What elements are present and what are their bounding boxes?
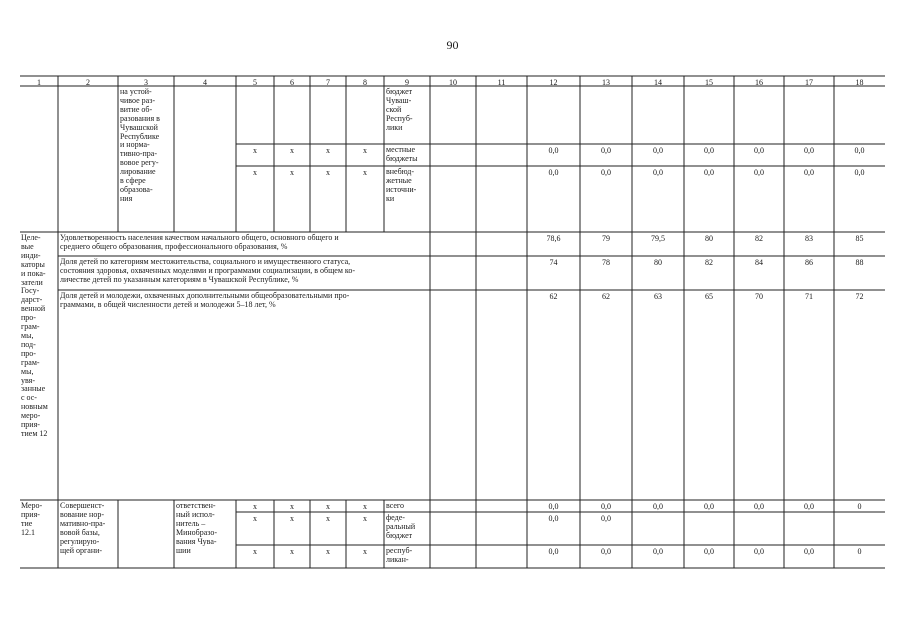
value-cell: 0,0	[601, 514, 611, 523]
value-cell: 0,0	[754, 168, 764, 177]
header-cell: 4	[203, 78, 207, 87]
mark-cell: x	[253, 514, 257, 523]
header-cell: 8	[363, 78, 367, 87]
value-cell: 65	[705, 292, 713, 301]
header-cell: 17	[805, 78, 813, 87]
mark-cell: x	[326, 502, 330, 511]
value-cell: 0,0	[754, 502, 764, 511]
value-cell: 0,0	[653, 502, 663, 511]
value-cell: 79,5	[651, 234, 665, 243]
value-cell: 85	[855, 234, 864, 243]
header-cell: 9	[405, 78, 409, 87]
value-cell: 80	[654, 258, 662, 267]
responsible-executor: ответствен- ный испол- нитель – Минобразо- вания Чува- шии	[176, 501, 218, 555]
mark-cell: x	[363, 502, 367, 511]
header-cell: 15	[705, 78, 713, 87]
value-cell: 62	[602, 292, 610, 301]
mark-cell: x	[326, 514, 330, 523]
value-cell: 0,0	[804, 502, 814, 511]
mark-cell: x	[363, 146, 367, 155]
funding-source: местные бюджеты	[386, 145, 418, 163]
value-cell: 78	[602, 258, 610, 267]
value-cell: 0	[857, 547, 862, 556]
value-cell: 0,0	[704, 168, 714, 177]
funding-source: бюджет Чуваш- ской Респуб- лики	[386, 87, 413, 132]
value-cell: 0,0	[548, 514, 559, 523]
mark-cell: x	[253, 502, 257, 511]
funding-source: респуб- ликан-	[386, 546, 413, 564]
value-cell: 62	[549, 292, 558, 301]
value-cell: 0,0	[601, 502, 611, 511]
value-cell: 0,0	[548, 146, 559, 155]
value-cell: 63	[654, 292, 662, 301]
header-cell: 6	[290, 78, 294, 87]
measure-description: Совершенст- вование нор- мативно-пра- вовой базы, регулирую- щей органи-	[60, 501, 106, 555]
funding-source: феде- ральный бюджет	[386, 513, 416, 540]
mark-cell: x	[290, 168, 294, 177]
indicator-text: Удовлетворенность населения качеством начального общего, основного общего и среднего общего образования, профессионального образования, %	[60, 233, 339, 251]
mark-cell: x	[326, 168, 330, 177]
header-cell: 13	[602, 78, 610, 87]
value-cell: 82	[705, 258, 713, 267]
value-cell: 0,0	[653, 547, 663, 556]
header-cell: 14	[654, 78, 662, 87]
mark-cell: x	[253, 146, 257, 155]
measure-label: Меро- прия- тие 12.1	[21, 501, 43, 537]
value-cell: 0	[857, 502, 862, 511]
funding-source: всего	[386, 501, 405, 510]
value-cell: 0,0	[601, 547, 611, 556]
value-cell: 72	[855, 292, 864, 301]
value-cell: 82	[755, 234, 763, 243]
header-cell: 11	[497, 78, 506, 87]
mark-cell: x	[290, 547, 294, 556]
value-cell: 0,0	[548, 168, 559, 177]
value-cell: 0,0	[854, 146, 865, 155]
value-cell: 71	[805, 292, 813, 301]
value-cell: 0,0	[653, 146, 663, 155]
mark-cell: x	[290, 514, 294, 523]
header-cell: 1	[37, 78, 41, 87]
value-cell: 83	[805, 234, 813, 243]
value-cell: 0,0	[601, 168, 611, 177]
header-cell: 18	[855, 78, 864, 87]
value-cell: 0,0	[704, 146, 714, 155]
header-cell: 5	[253, 78, 257, 87]
value-cell: 0,0	[854, 168, 865, 177]
header-cell: 2	[86, 78, 90, 87]
mark-cell: x	[363, 547, 367, 556]
value-cell: 0,0	[754, 547, 764, 556]
value-cell: 86	[805, 258, 813, 267]
value-cell: 0,0	[704, 547, 714, 556]
header-cell: 3	[144, 78, 148, 87]
value-cell: 74	[549, 258, 558, 267]
header-cell: 7	[326, 78, 330, 87]
value-cell: 84	[755, 258, 763, 267]
value-cell: 0,0	[653, 168, 663, 177]
mark-cell: x	[253, 547, 257, 556]
value-cell: 79	[602, 234, 610, 243]
mark-cell: x	[290, 146, 294, 155]
value-cell: 80	[705, 234, 713, 243]
mark-cell: x	[253, 168, 257, 177]
value-cell: 0,0	[804, 146, 814, 155]
header-cell: 12	[549, 78, 558, 87]
indicators-label: Целе- вые инди- каторы и пока- затели Госу- дарст- венной про- грам- мы, под- про- грам- мы, увя- занные с ос- новным меро- прия- тием 12	[21, 233, 48, 438]
funding-source: внебюд- жетные источни- ки	[386, 167, 417, 203]
mark-cell: x	[326, 146, 330, 155]
header-cell: 10	[449, 78, 457, 87]
program-description: на устой- чивое раз- витие об- разования в Чувашской Республике и норма- тивно-пра- вовое регу- лирование в сфере образова- ния	[120, 87, 160, 203]
value-cell: 0,0	[548, 502, 559, 511]
value-cell: 88	[855, 258, 864, 267]
indicator-text: Доля детей по категориям местожительства, социального и имущественного статуса, состояния здоровья, охваченных моделями и программами социализации, в общем ко- личестве детей по указанным категориям в Чувашской Республике, %	[60, 257, 356, 284]
page-number: 90	[446, 38, 459, 52]
mark-cell: x	[290, 502, 294, 511]
value-cell: 0,0	[754, 146, 764, 155]
indicator-text: Доля детей и молодежи, охваченных дополнительными общеобразовательными про- граммами, в общей численности детей и молодежи 5–18 лет, %	[60, 291, 350, 309]
value-cell: 0,0	[804, 547, 814, 556]
mark-cell: x	[363, 514, 367, 523]
value-cell: 0,0	[601, 146, 611, 155]
header-cell: 16	[755, 78, 763, 87]
value-cell: 0,0	[548, 547, 559, 556]
value-cell: 78,6	[546, 234, 561, 243]
value-cell: 0,0	[804, 168, 814, 177]
value-cell: 0,0	[704, 502, 714, 511]
mark-cell: x	[363, 168, 367, 177]
mark-cell: x	[326, 547, 330, 556]
value-cell: 70	[755, 292, 763, 301]
